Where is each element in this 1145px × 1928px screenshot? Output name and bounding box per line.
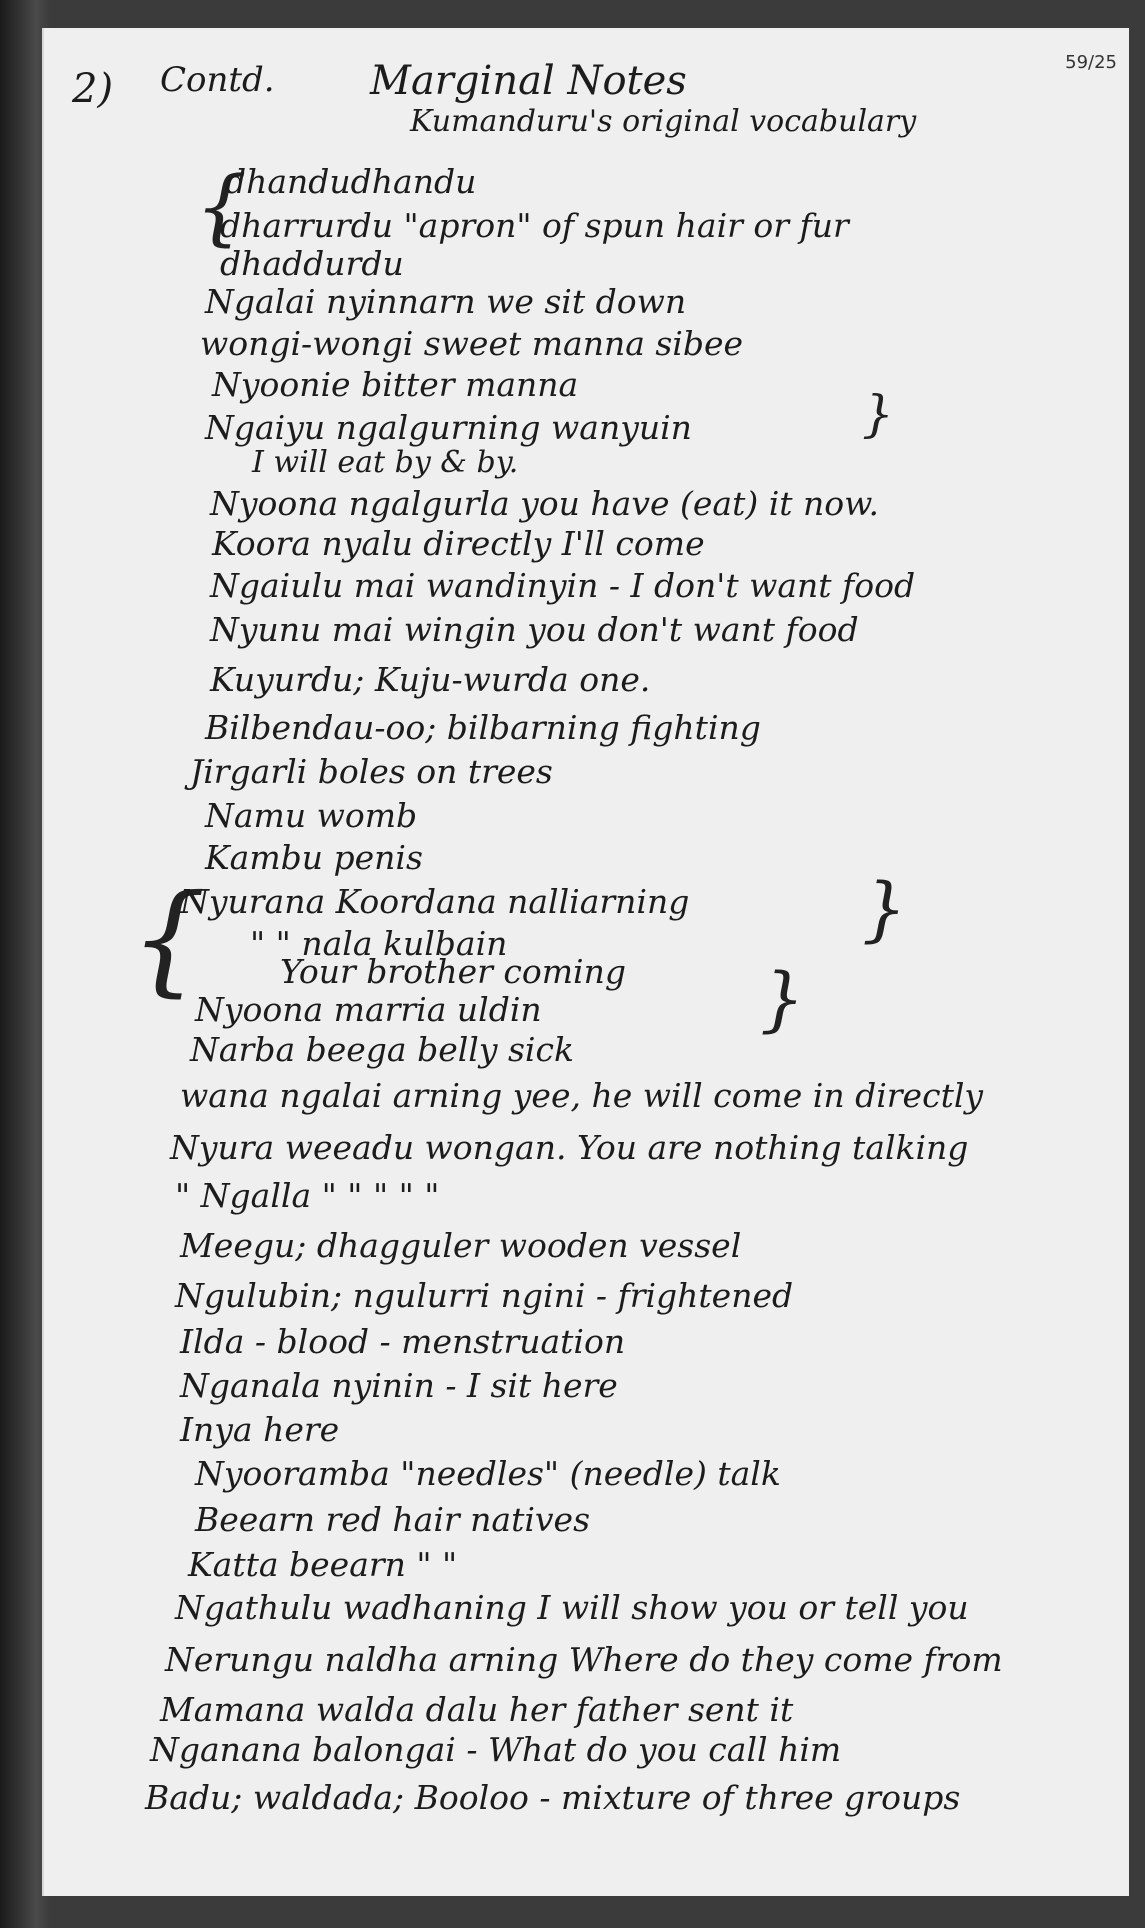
entry: Ngaiulu mai wandinyin - I don't want food xyxy=(210,566,916,605)
entry: Mamana walda dalu her father sent it xyxy=(160,1690,794,1729)
entry: Nyunu mai wingin you don't want food xyxy=(210,610,859,649)
brace-right: } xyxy=(862,868,907,950)
entry: Nyoonie bitter manna xyxy=(212,365,579,404)
entry: Kuyurdu; Kuju-wurda one. xyxy=(210,660,651,699)
entry: " " nala kulbain xyxy=(250,924,508,963)
entry: Katta beearn " " xyxy=(188,1545,458,1584)
entry: Nyoona ngalgurla you have (eat) it now. xyxy=(210,484,879,523)
entry: Ilda - blood - menstruation xyxy=(180,1322,626,1361)
entry: Nyurana Koordana nalliarning xyxy=(180,882,690,921)
entry: Your brother coming xyxy=(280,952,626,991)
entry: Nyoona marria uldin xyxy=(195,990,542,1029)
entry: Nganana balongai - What do you call him xyxy=(150,1730,842,1769)
entry: Nyura weeadu wongan. You are nothing talking xyxy=(170,1128,969,1167)
entry: wana ngalai arning yee, he will come in directly xyxy=(180,1076,984,1115)
entry: " Ngalla " " " " " xyxy=(175,1176,440,1215)
entry: Beearn red hair natives xyxy=(195,1500,591,1539)
entry: Nyooramba "needles" (needle) talk xyxy=(195,1454,781,1493)
brace-left: { xyxy=(195,160,248,255)
entry: Meegu; dhagguler wooden vessel xyxy=(180,1226,742,1265)
entry: Jirgarli boles on trees xyxy=(190,752,553,791)
entry: Namu womb xyxy=(205,796,418,835)
entry: Badu; waldada; Booloo - mixture of three groups xyxy=(145,1778,961,1817)
entry: Narba beega belly sick xyxy=(190,1030,574,1069)
entry: Ngaiyu ngalgurning wanyuin xyxy=(205,408,692,447)
page-title: Marginal Notes xyxy=(370,58,687,104)
entry: I will eat by & by. xyxy=(252,445,519,480)
entry: Inya here xyxy=(180,1410,340,1449)
brace-right: } xyxy=(862,385,894,443)
entry: dharrurdu "apron" of spun hair or fur xyxy=(220,206,849,245)
contd-label: Contd. xyxy=(160,60,275,100)
entry: Ngathulu wadhaning I will show you or tell you xyxy=(175,1588,969,1627)
entry: dhandudhandu xyxy=(225,162,477,201)
entry: wongi-wongi sweet manna sibee xyxy=(200,324,744,363)
entry: Koora nyalu directly I'll come xyxy=(212,524,705,563)
page-number: 2) xyxy=(72,66,114,112)
folio-number: 59/25 xyxy=(1065,52,1117,73)
page-subtitle: Kumanduru's original vocabulary xyxy=(410,104,917,139)
brace-right: } xyxy=(760,958,805,1040)
entry: Ngalai nyinnarn we sit down xyxy=(205,282,687,321)
entry: Bilbendau-oo; bilbarning fighting xyxy=(205,708,761,747)
entry: dhaddurdu xyxy=(220,244,404,283)
brace-left: { xyxy=(130,870,207,1009)
entry: Ngulubin; ngulurri ngini - frightened xyxy=(175,1276,794,1315)
entry: Nganala nyinin - I sit here xyxy=(180,1366,618,1405)
entry: Kambu penis xyxy=(205,838,423,877)
entry: Nerungu naldha arning Where do they come from xyxy=(165,1640,1003,1679)
